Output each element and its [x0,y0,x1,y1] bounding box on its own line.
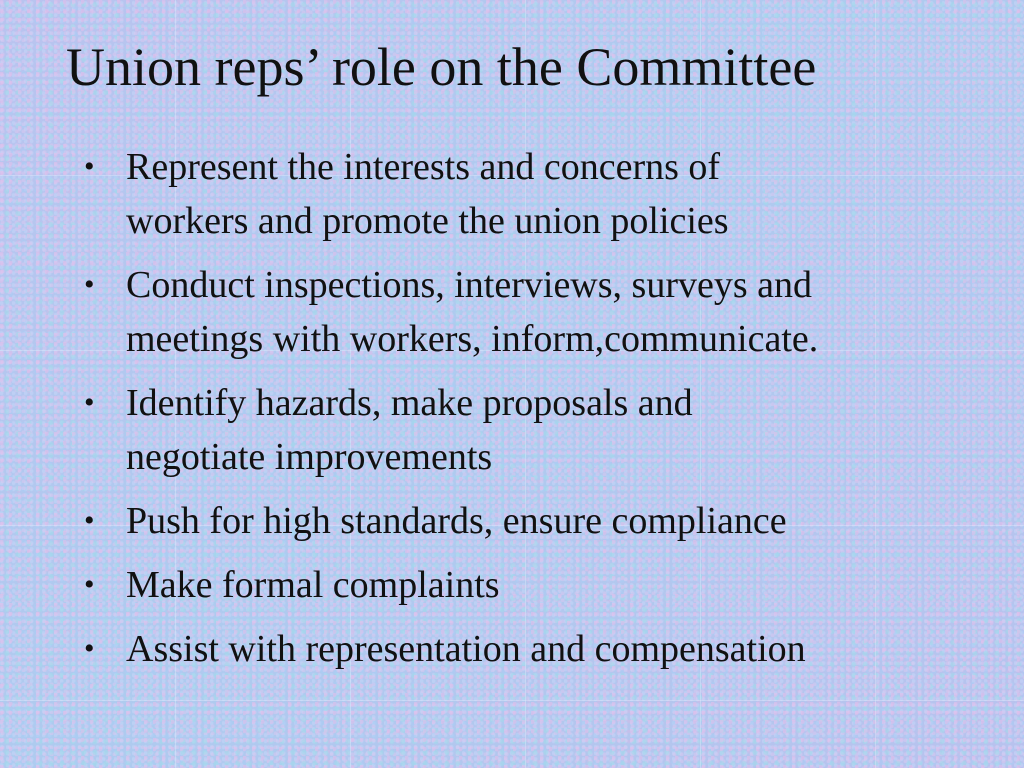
bullet-marker: • [84,386,95,419]
slide-title: Union reps’ role on the Committee [66,37,817,97]
bullet-text: Identify hazards, make proposals and [126,382,693,424]
bullet-text: Assist with representation and compensation [126,628,806,670]
bullet-marker: • [84,268,95,301]
bullet-marker: • [84,568,95,601]
bullet-item [84,558,984,612]
bullet-marker: • [84,504,95,537]
bullet-item [84,376,984,484]
bullet-text: Push for high standards, ensure compliance [126,500,787,542]
bullet-text: workers and promote the union policies [126,200,729,242]
bullet-marker: • [84,632,95,665]
bullet-marker: • [84,150,95,183]
bullet-text: Conduct inspections, interviews, surveys and [126,264,813,306]
bullet-list [84,140,984,686]
bullet-item [84,622,984,676]
bullet-item [84,494,984,548]
bullet-item [84,258,984,366]
background-seam [0,700,1024,701]
bullet-text: negotiate improvements [126,436,493,478]
bullet-item [84,140,984,248]
bullet-text: meetings with workers, inform,communicate. [126,318,819,360]
bullet-text: Make formal complaints [126,564,500,606]
bullet-text: Represent the interests and concerns of [126,146,721,188]
